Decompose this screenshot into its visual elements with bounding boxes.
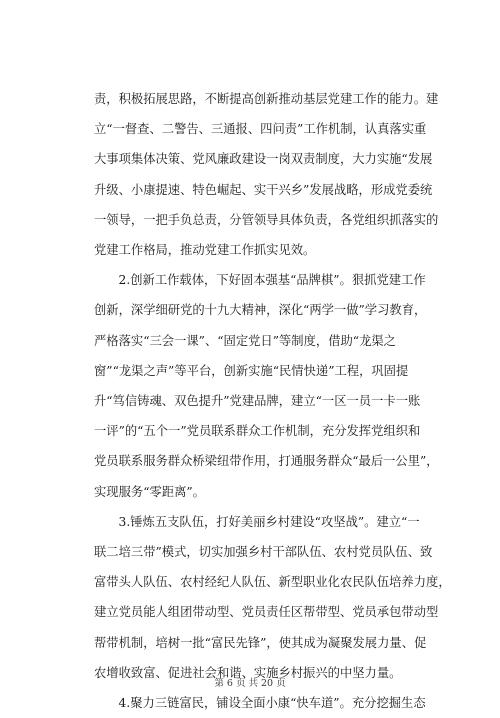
paragraph-1 — [94, 84, 439, 265]
text-line: 严格落实“三会一课”、“固定党日”等制度，借助“龙渠之 — [94, 333, 396, 348]
paragraph-2 — [94, 265, 439, 507]
text-line: 4.聚力三链富民，铺设全面小康“快车道”。充分挖掘生态 — [118, 696, 426, 711]
text-line: 富带头人队伍、农村经纪人队伍、新型职业化农民队伍培养力度， — [94, 575, 451, 590]
text-line: 立“一督查、二警告、三通报、四问责”工作机制，认真落实重 — [94, 122, 427, 137]
text-line: 升“笃信铸魂、双色提升”党建品牌，建立“一区一员一卡一账 — [94, 394, 421, 409]
text-line: 一评”的“五个一”党员联系群众工作机制，充分发挥党组织和 — [94, 424, 421, 439]
text-line: 一领导，一把手负总责，分管领导具体负责，各党组织抓落实的 — [94, 212, 439, 227]
text-line: 责，积极拓展思路，不断提高创新推动基层党建工作的能力。建 — [94, 92, 439, 106]
page-number-footer: 第 6 页 共 20 页 — [214, 678, 286, 689]
text-line: 窗”“龙渠之声”等平台，创新实施“民情快递”工程，巩固提 — [94, 363, 409, 378]
text-line: 农增收致富、促进社会和谐、实施乡村振兴的中坚力量。 — [94, 665, 402, 680]
text-line: 帮带机制，培树一批“富民先锋”，使其成为凝聚发展力量、促 — [94, 635, 427, 650]
text-line: 3.锤炼五支队伍，打好美丽乡村建设“攻坚战”。建立“一 — [118, 514, 420, 529]
paragraph-4 — [94, 688, 436, 718]
text-line: 创新，深学细研党的十九大精神，深化“两学一做”学习教育， — [94, 303, 427, 318]
text-line: 升级、小康提速、特色崛起、实干兴乡”发展战略，形成党委统 — [94, 182, 433, 197]
text-line: 大事项集体决策、党风廉政建设一岗双责制度，大力实施“发展 — [94, 152, 433, 167]
text-line: 党员联系服务群众桥梁纽带作用，打通服务群众“最后一公里”， — [94, 454, 439, 469]
text-line: 实现服务“零距离”。 — [94, 484, 205, 499]
text-line: 党建工作格局，推动党建工作抓实见效。 — [94, 243, 316, 258]
text-line: 联二培三带”模式，切实加强乡村干部队伍、农村党员队伍、致 — [94, 545, 433, 560]
text-line: 建立党员能人组团带动型、党员责任区帮带型、党员承包带动型 — [94, 605, 439, 620]
paragraph-3 — [94, 507, 451, 688]
document-body — [94, 84, 451, 718]
text-line: 2.创新工作载体，下好固本强基“品牌棋”。狠抓党建工作 — [118, 273, 426, 288]
